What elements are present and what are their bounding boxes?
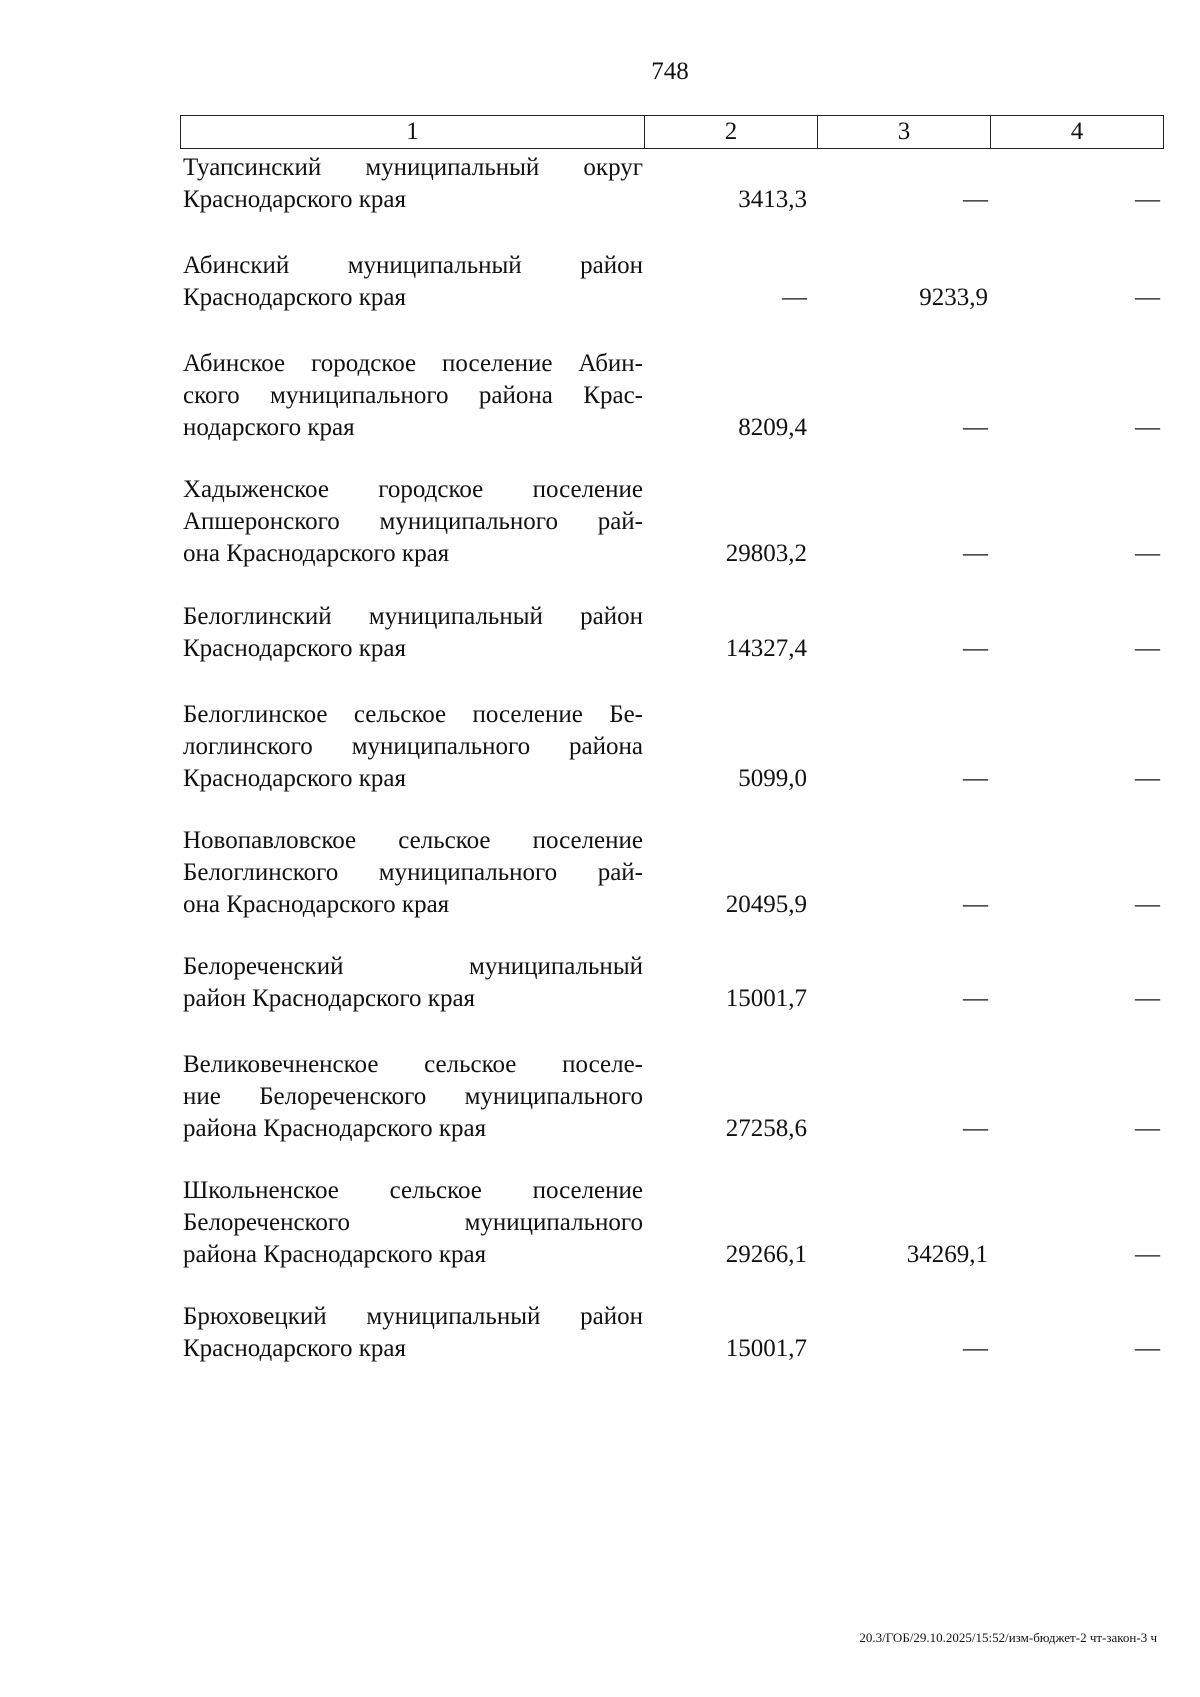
row-name: [183, 825, 643, 921]
row-value-c2: 5099,0: [738, 765, 807, 792]
row-name-line: нодарского края: [183, 414, 355, 441]
column-header-3: 3: [818, 116, 991, 149]
row-name-line: Белореченского муниципального: [183, 1209, 643, 1236]
row-value-c2: 3413,3: [738, 186, 807, 213]
row-name-line: она Краснодарского края: [183, 891, 450, 918]
row-value-c2: 27258,6: [725, 1115, 807, 1142]
row-name: [183, 474, 643, 570]
row-value-c3: —: [963, 540, 988, 567]
row-value-c3: —: [963, 891, 988, 918]
row-name: [183, 951, 643, 1015]
row-value-c4: —: [1135, 186, 1160, 213]
row-value-c2: 29803,2: [725, 540, 807, 567]
row-name-line: Краснодарского края: [183, 635, 406, 662]
row-name-line: Белоглинского муниципального рай-: [183, 859, 643, 886]
row-name-line: Абинское городское поселение Абин-: [183, 350, 643, 377]
row-value-c3: —: [963, 1115, 988, 1142]
row-name-line: Новопавловское сельское поселение: [183, 827, 643, 854]
row-name-line: Белоглинское сельское поселение Бе-: [183, 701, 643, 728]
column-header-4: 4: [991, 116, 1164, 149]
row-name-line: район Краснодарского края: [183, 985, 476, 1012]
row-value-c4: —: [1135, 985, 1160, 1012]
row-name-line: Школьненское сельское поселение: [183, 1177, 643, 1204]
column-header-2: 2: [645, 116, 818, 149]
row-name-line: Хадыженское городское поселение: [183, 476, 643, 503]
row-value-c4: —: [1135, 765, 1160, 792]
row-value-c3: —: [963, 765, 988, 792]
row-value-c4: —: [1135, 414, 1160, 441]
row-value-c2: 15001,7: [725, 985, 807, 1012]
row-name-line: Белоглинский муниципальный район: [183, 603, 643, 630]
row-value-c3: 9233,9: [919, 284, 988, 311]
row-name-line: Краснодарского края: [183, 284, 406, 311]
row-value-c3: —: [963, 186, 988, 213]
row-value-c2: 8209,4: [738, 414, 807, 441]
row-name-line: ского муниципального района Крас-: [183, 382, 643, 409]
row-name-line: Брюховецкий муниципальный район: [183, 1303, 643, 1330]
row-value-c3: —: [963, 414, 988, 441]
row-value-c4: —: [1135, 1115, 1160, 1142]
row-value-c3: —: [963, 1335, 988, 1362]
row-value-c2: 20495,9: [725, 891, 807, 918]
page-number: 748: [651, 58, 689, 85]
row-name: [183, 1301, 643, 1365]
row-name: [183, 152, 643, 216]
row-value-c2: —: [782, 284, 807, 311]
row-value-c4: —: [1135, 284, 1160, 311]
row-name: [183, 1175, 643, 1271]
row-name: [183, 348, 643, 444]
document-footer: 20.3/ГОБ/29.10.2025/15:52/изм-бюджет-2 чт-закон-3 ч: [859, 1630, 1157, 1645]
row-value-c2: 14327,4: [725, 635, 807, 662]
row-name-line: Абинский муниципальный район: [183, 252, 643, 279]
column-header-table: [180, 115, 1164, 149]
row-name-line: района Краснодарского края: [183, 1241, 487, 1268]
row-value-c3: —: [963, 635, 988, 662]
row-value-c4: —: [1135, 635, 1160, 662]
row-value-c3: 34269,1: [906, 1241, 988, 1268]
row-value-c2: 29266,1: [725, 1241, 807, 1268]
row-name-line: Краснодарского края: [183, 1335, 406, 1362]
row-value-c4: —: [1135, 540, 1160, 567]
row-name: [183, 699, 643, 795]
row-name: [183, 601, 643, 665]
row-name-line: Краснодарского края: [183, 765, 406, 792]
row-name-line: Апшеронского муниципального рай-: [183, 508, 643, 535]
row-name-line: логлинского муниципального района: [183, 733, 643, 760]
row-name-line: Белореченский муниципальный: [183, 953, 643, 980]
row-value-c4: —: [1135, 891, 1160, 918]
row-name-line: Краснодарского края: [183, 186, 406, 213]
row-name-line: ние Белореченского муниципального: [183, 1083, 643, 1110]
row-value-c2: 15001,7: [725, 1335, 807, 1362]
row-name: [183, 1049, 643, 1145]
row-name: [183, 250, 643, 314]
row-name-line: Великовечненское сельское поселе-: [183, 1051, 643, 1078]
column-header-1: 1: [181, 116, 645, 149]
row-value-c4: —: [1135, 1335, 1160, 1362]
row-value-c3: —: [963, 985, 988, 1012]
row-name-line: Туапсинский муниципальный округ: [183, 154, 643, 181]
row-name-line: района Краснодарского края: [183, 1115, 487, 1142]
row-name-line: она Краснодарского края: [183, 540, 450, 567]
row-value-c4: —: [1135, 1241, 1160, 1268]
